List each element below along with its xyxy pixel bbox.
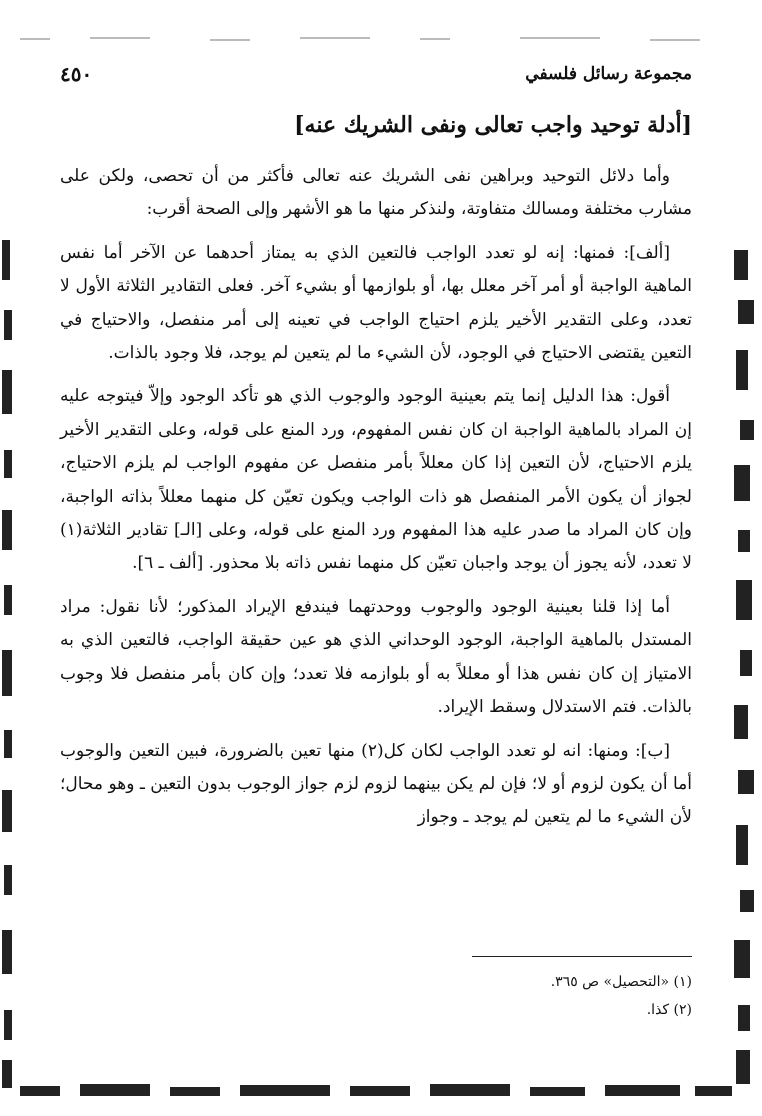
- paragraph-ama: أما إذا قلنا بعينية الوجود والوجوب ووحدتهما فيندفع الإيراد المذكور؛ لأنا نقول: مراد المستدل بالماهية الواجبة، الوجود الوحداني الذي هو عين حقيقة الواجب، فالتعين الذي به الامتياز إن كان نفس هذا أو معللاً به أو بلوازمه فلا تعدد؛ وإن كان بأمر منفصل فلا وجوب بالذات. فتم الاستدلال وسقط الإيراد.: [60, 596, 692, 718]
- footnotes: [72, 968, 692, 1024]
- page-number: ٤٥٠: [60, 62, 93, 86]
- paragraph-aqool: أقول: هذا الدليل إنما يتم بعينية الوجود والوجوب الذي هو تأكد الوجود وإلاّ فيتوجه عليه إن المراد بالماهية الواجبة ان كان نفس المفهوم، ورد المنع على قوله، وعلى التقدير الأخير يلزم الاحتياج، لأن التعين إذا كان معللاً بأمر منفصل عن مفهوم الواجب لم يلزم الاحتياج، لجواز أن يكون الأمر المنفصل هو ذات الواجب ويكون تعيّن كل منهما معللاً بذاته الواجبة، وإن كان المراد ما صدر عليه هذا المفهوم ورد المنع على قوله، وعلى [الـ] تقادير الثلاثة(١) لا تعدد، لأنه يجوز أن يوجد واجبان تعيّن كل منهما نفس ذاته بلا محذور. [ألف ـ ٦].: [60, 386, 692, 574]
- bottom-border-decoration: [20, 1084, 732, 1098]
- top-scan-noise: [0, 34, 762, 44]
- running-title: مجموعة رسائل فلسفي: [525, 64, 692, 84]
- footnote-2: (٢) كذا.: [646, 1002, 692, 1018]
- right-border-decoration: [734, 250, 756, 1090]
- page-header: [60, 62, 692, 96]
- left-border-decoration: [2, 240, 14, 1090]
- paragraph-intro: وأما دلائل التوحيد وبراهين نفى الشريك عنه تعالى فأكثر من أن تحصى، ولكن على مشارب مختلفة ومسالك متفاوتة، ولنذكر منها ما هو الأشهر وإلى الصحة أقرب:: [60, 166, 692, 220]
- paragraph-ba: [ب]: ومنها: انه لو تعدد الواجب لكان كل(٢) منها تعين بالضرورة، فبين التعين والوجوب أما أن يكون لزوم أو لا؛ فإن لم يكن بينهما لزوم لزم جواز الوجوب بدون التعين ـ وهو محال؛ لأن الشيء ما لم يتعين لم يوجد ـ وجواز: [60, 740, 692, 828]
- footnote-1: (١) «التحصيل» ص ٣٦٥.: [550, 974, 692, 990]
- footnote-divider: [472, 956, 692, 957]
- body-text: [60, 160, 692, 845]
- paragraph-alef: [ألف]: فمنها: إنه لو تعدد الواجب فالتعين الذي به يمتاز أحدهما عن الآخر أما نفس الماهية الواجبة أو أمر آخر معلل بها، أو بلوازمها أو بشيء آخر. فعلى التقادير الثلاثة الأول لا تعدد، وعلى التقدير الأخير يلزم احتياج الواجب في تعينه إلى أمر منفصل، والاحتياج في التعين يقتضى الاحتياج في الوجود، لأن الشيء ما لم يتعين لم يوجد، فلا وجود بالذات.: [60, 242, 692, 364]
- section-heading: [أدلة توحيد واجب تعالى ونفى الشريك عنه]: [294, 112, 692, 138]
